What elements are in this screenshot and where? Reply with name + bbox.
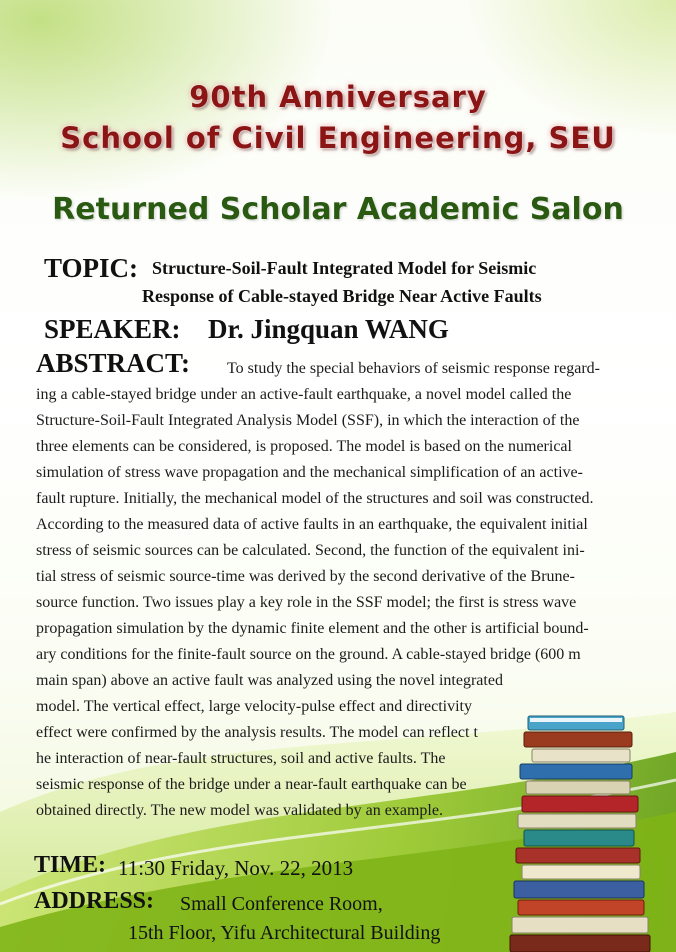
topic-line-1: Structure-Soil-Fault Integrated Model for Seismic [152,258,537,278]
abstract-line: source function. Two issues play a key role in the SSF model; the first is stress wave [36,594,577,611]
speaker-name: Dr. Jingquan WANG [208,314,449,344]
address-line-1: Small Conference Room, [180,893,383,915]
abstract-line: fault rupture. Initially, the mechanical model of the structures and soil was constructed. [36,490,594,507]
book-stack-illustration [506,710,676,952]
speaker-label: SPEAKER: [44,314,181,344]
book-stack-icon [510,716,650,952]
abstract-line: Structure-Soil-Fault Integrated Analysis Model (SSF), in which the interaction of the [36,412,580,429]
address-line-2: 15th Floor, Yifu Architectural Building [128,922,441,944]
address-label-container [34,888,154,915]
salon-title: Returned Scholar Academic Salon [52,192,624,227]
abstract-line: main span) above an active fault was analyzed using the novel integrated [36,672,503,689]
time-label-container [34,852,106,879]
topic-label: TOPIC: [44,253,139,283]
abstract-line: stress of seismic sources can be calculated. Second, the function of the equivalent ini- [36,542,585,559]
school-title: School of Civil Engineering, SEU [60,121,616,155]
abstract-line: To study the special behaviors of seismic response regard- [227,360,600,377]
speaker-label-container [44,314,181,345]
abstract-line: he interaction of near-fault structures, soil and active faults. The [36,750,446,767]
abstract-line: ing a cable-stayed bridge under an active-fault earthquake, a novel model called the [36,386,572,403]
abstract-line: simulation of stress wave propagation and the mechanical simplification of an active- [36,464,583,481]
time-label: TIME: [34,852,106,878]
abstract-line: propagation simulation by the dynamic finite element and the other is artificial bound- [36,620,589,637]
time-value: 11:30 Friday, Nov. 22, 2013 [118,856,354,880]
topic-line-2: Response of Cable-stayed Bridge Near Active Faults [142,286,542,306]
abstract-line: obtained directly. The new model was validated by an example. [36,802,443,819]
topic-label-container [44,253,138,284]
abstract-line: tial stress of seismic source-time was derived by the second derivative of the Brune- [36,568,575,585]
abstract-line: effect were confirmed by the analysis results. The model can reflect t [36,724,478,741]
anniversary-title: 90th Anniversary [189,80,487,114]
abstract-label: ABSTRACT: [36,348,191,378]
abstract-line: model. The vertical effect, large velocity-pulse effect and directivity [36,698,472,715]
abstract-line: ary conditions for the finite-fault source on the ground. A cable-stayed bridge (600 m [36,646,581,663]
abstract-line: seismic response of the bridge under a near-fault earthquake can be [36,776,467,793]
address-label: ADDRESS: [34,888,155,914]
abstract-line: According to the measured data of active faults in an earthquake, the equivalent initial [36,516,588,533]
abstract-line: three elements can be considered, is proposed. The model is based on the numerical [36,438,572,455]
